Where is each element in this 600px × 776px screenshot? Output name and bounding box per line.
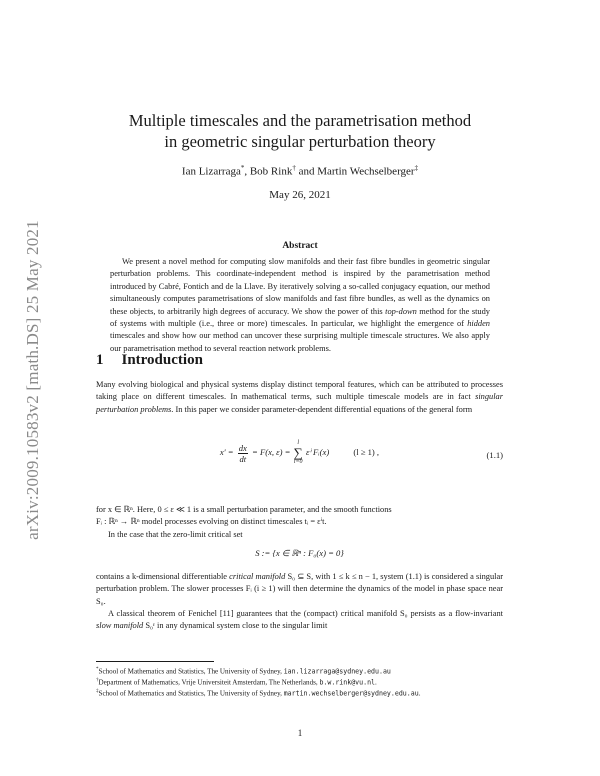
intro-paragraph-3: In the case that the zero-limit critical set (108, 529, 243, 539)
author-1: Ian Lizarraga (181, 165, 241, 178)
intro-paragraph-4: contains a k-dimensional differentiable critical manifold S₀ ⊆ S, with 1 ≤ k ≤ n − 1, system (1.1) is considered a singular perturbation problem. The slower processes Fᵢ (i ≥ 1) will then determine the dynamics of the model in phase space near S₀. (96, 572, 504, 606)
section-title: Introduction (121, 352, 203, 368)
email-link[interactable]: martin.wechselberger@sydney.edu.au (283, 689, 419, 698)
paper-title (70, 110, 530, 152)
footnote-3: ‡School of Mathematics and Statistics, The University of Sydney, martin.wechselberger@sydney.edu.au. (96, 689, 421, 698)
title-line-2: in geometric singular perturbation theory (164, 132, 436, 151)
page-number: 1 (297, 728, 303, 738)
footnote-1: *School of Mathematics and Statistics, The University of Sydney, ian.lizarraga@sydney.edu.au (96, 667, 391, 676)
publication-date: May 26, 2021 (269, 189, 331, 201)
abstract-emphasis-2: hidden (467, 319, 490, 329)
abstract-heading: Abstract (282, 241, 318, 251)
derivative-fraction: $\frac{dx}{dt}$ (238, 442, 247, 464)
equation-1-1: x′ = $\frac{dx}{dt}$ = F(x, ε) = l ∑ i=0 εⁱ Fᵢ(x) (l ≥ 1) , (1.1) (219, 440, 503, 465)
arxiv-identifier: arXiv:2009.10583v2 [math.DS] 25 May 2021 (23, 220, 43, 540)
abstract-emphasis-1: top-down (385, 306, 417, 316)
section-number: 1 (96, 352, 104, 368)
equation-critical-set: S := {x ∈ ℝⁿ : F₀(x) = 0} (255, 548, 344, 558)
intro-paragraph-5: A classical theorem of Fenichel [11] guarantees that the (compact) critical manifold S₀ persists as a flow-invariant slow manifold S₀ᵋ in any dynamical system close to the singular limit (96, 609, 503, 631)
intro-paragraph-1: Many evolving biological and physical systems display distinct temporal features, which can be attributed to processes taking place on different timescales. In mathematical terms, such multiple timescale models are in fact singular perturbation problems. In this paper we consider parameter-dependent differential equations of the general form (96, 380, 503, 414)
author-3: and Martin Wechselberger (295, 165, 415, 178)
abstract-text: We present a novel method for computing slow manifolds and their fast fibre bundles in geometric singular perturbation problems. This coordinate-independent method is inspired by the parametrisation method introduced by Cabré, Fontich and de la Llave. By iteratively solving a so-called conjugacy equation, our method simultaneously computes parametrisations of slow manifolds and fast fibre bundles, as well as the dynamics on these objects, to arbitrarily high degrees of accuracy. We show the power of this top-down method for the study of systems with multiple (i.e., three or more) timescales. In particular, we highlight the emergence of hidden timescales and show how our method can uncover these surprising multiple timescale structures. We also apply our parametrisation method to several reaction network problems. (110, 257, 490, 353)
section-heading (96, 352, 203, 369)
email-link[interactable]: b.w.rink@vu.nl (319, 678, 376, 687)
footnote-2: †Department of Mathematics, Vrije Universiteit Amsterdam, The Netherlands, b.w.rink@vu.nl. (96, 678, 377, 687)
author-2-mark: † (292, 164, 296, 172)
author-list (70, 164, 530, 178)
summation-symbol: l ∑ i=0 (293, 440, 303, 465)
email-link[interactable]: ian.lizarraga@sydney.edu.au (283, 667, 391, 676)
footnote-rule (96, 661, 214, 662)
arxiv-sidebar (18, 170, 48, 590)
author-3-mark: ‡ (414, 164, 419, 172)
equation-number: (1.1) (486, 450, 503, 460)
author-2: , Bob Rink (244, 165, 293, 178)
author-1-mark: * (240, 164, 245, 172)
title-line-1: Multiple timescales and the parametrisation method (128, 111, 472, 130)
intro-paragraph-2: for x ∈ ℝⁿ. Here, 0 ≤ ε ≪ 1 is a small perturbation parameter, and the smooth functions Fᵢ : ℝⁿ → ℝⁿ model processes evolving on distinct timescales tᵢ = εⁱt. In the case that the zero-limit critical set (96, 504, 503, 541)
